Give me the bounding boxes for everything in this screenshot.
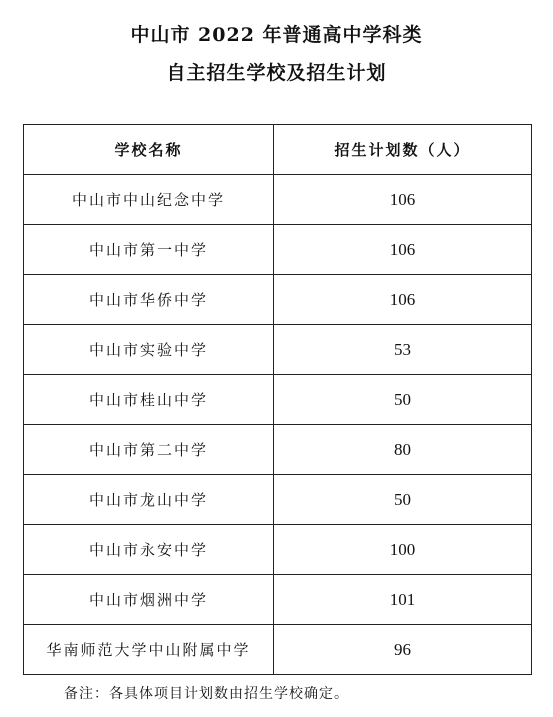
- school-name-cell: 中山市实验中学: [24, 325, 274, 375]
- table-row: [24, 375, 532, 425]
- enrollment-plan-table: [23, 124, 532, 675]
- table-row: [24, 625, 532, 675]
- header-enrollment-count: 招生计划数（人）: [274, 125, 532, 175]
- enrollment-count-cell: 96: [274, 625, 532, 675]
- enrollment-count-cell: 50: [274, 475, 532, 525]
- table-row: [24, 225, 532, 275]
- table-header-row: [24, 125, 532, 175]
- enrollment-count-cell: 50: [274, 375, 532, 425]
- enrollment-count-cell: 80: [274, 425, 532, 475]
- school-name-cell: 中山市龙山中学: [24, 475, 274, 525]
- school-name-cell: 中山市第一中学: [24, 225, 274, 275]
- school-name-cell: 中山市华侨中学: [24, 275, 274, 325]
- school-name-cell: 中山市桂山中学: [24, 375, 274, 425]
- enrollment-count-cell: 106: [274, 275, 532, 325]
- table-row: [24, 325, 532, 375]
- table-row: [24, 475, 532, 525]
- table-row: [24, 175, 532, 225]
- enrollment-count-cell: 101: [274, 575, 532, 625]
- enrollment-count-cell: 106: [274, 225, 532, 275]
- enrollment-count-cell: 106: [274, 175, 532, 225]
- table-row: [24, 425, 532, 475]
- document-title-line-1: 中山市 2022 年普通高中学科类: [130, 24, 423, 46]
- table-row: [24, 275, 532, 325]
- school-name-cell: 中山市中山纪念中学: [24, 175, 274, 225]
- footnote: 备注：各具体项目计划数由招生学校确定。: [64, 686, 349, 702]
- school-name-cell: 中山市烟洲中学: [24, 575, 274, 625]
- document-title-line-2: 自主招生学校及招生计划: [166, 62, 387, 84]
- school-name-cell: 华南师范大学中山附属中学: [24, 625, 274, 675]
- school-name-cell: 中山市第二中学: [24, 425, 274, 475]
- enrollment-count-cell: 100: [274, 525, 532, 575]
- table-row: [24, 525, 532, 575]
- enrollment-count-cell: 53: [274, 325, 532, 375]
- school-name-cell: 中山市永安中学: [24, 525, 274, 575]
- table-row: [24, 575, 532, 625]
- header-school-name: 学校名称: [24, 125, 274, 175]
